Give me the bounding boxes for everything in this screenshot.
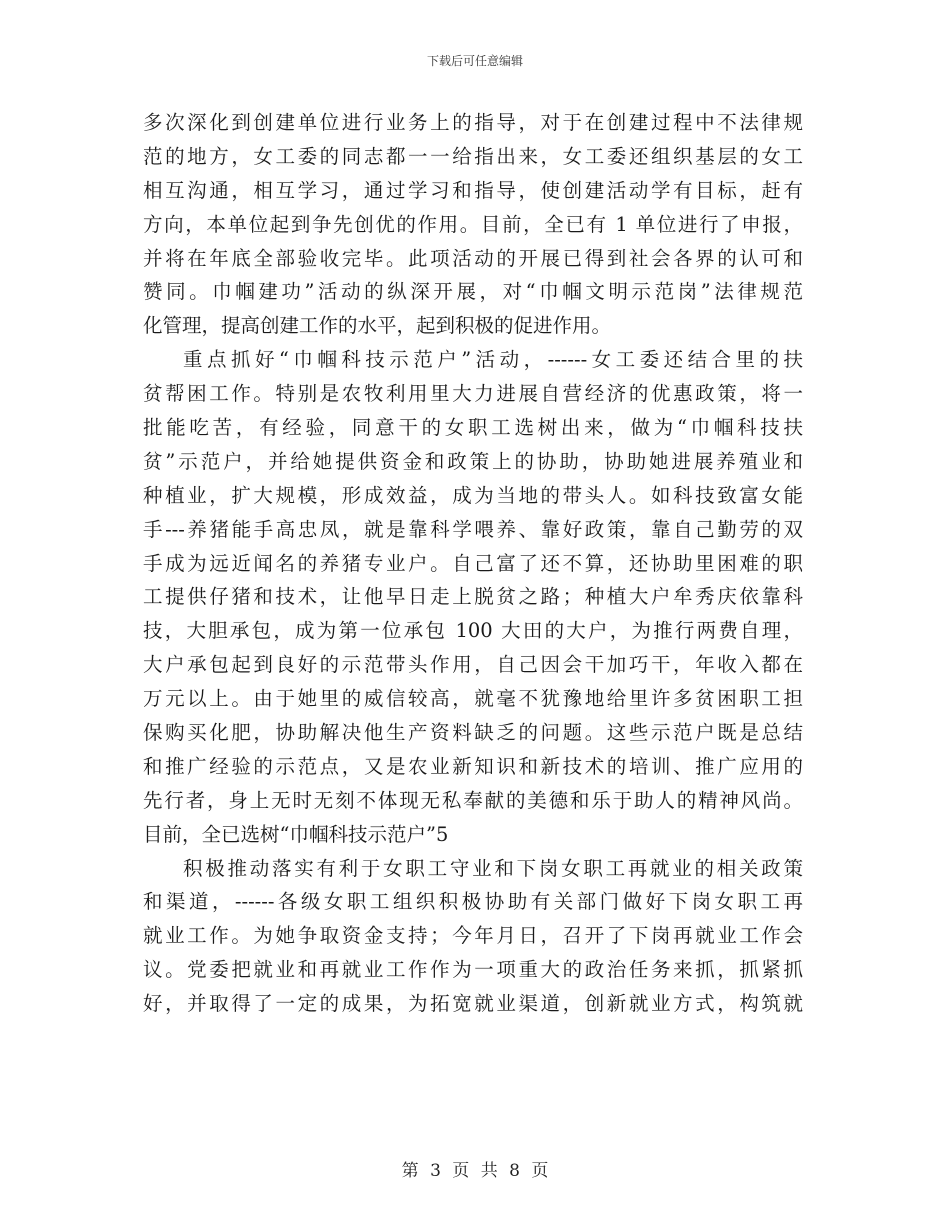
paragraph-line: 方向，本单位起到争先创优的作用。目前，全已有 1 单位进行了申报， bbox=[143, 212, 803, 236]
paragraph-line: 议。党委把就业和再就业工作作为一项重大的政治任务来抓，抓紧抓 bbox=[143, 958, 803, 982]
paragraph-line: 先行者，身上无时无刻不体现无私奉献的美德和乐于助人的精神风尚。 bbox=[143, 788, 803, 812]
paragraph bbox=[143, 343, 803, 851]
paragraph-line: 手---养猪能手高忠凤，就是靠科学喂养、靠好政策，靠自己勤劳的双 bbox=[143, 517, 803, 541]
paragraph-line: 手成为远近闻名的养猪专业户。自己富了还不算，还协助里困难的职 bbox=[143, 551, 803, 575]
paragraph-line: 相互沟通，相互学习，通过学习和指导，使创建活动学有目标，赶有 bbox=[143, 178, 803, 202]
paragraph bbox=[143, 852, 803, 1021]
paragraph-line: 技，大胆承包，成为第一位承包 100 大田的大户，为推行两费自理， bbox=[143, 619, 803, 643]
paragraph-line: 范的地方，女工委的同志都一一给指出来，女工委还组织基层的女工 bbox=[143, 144, 803, 168]
paragraph-line: 积极推动落实有利于女职工守业和下岗女职工再就业的相关政策 bbox=[183, 856, 803, 880]
paragraph-line: 保购买化肥，协助解决他生产资料缺乏的问题。这些示范户既是总结 bbox=[143, 721, 803, 745]
paragraph-line: 和推广经验的示范点，又是农业新知识和新技术的培训、推广应用的 bbox=[143, 754, 803, 778]
paragraph-line: 贫帮困工作。特别是农牧利用里大力进展自营经济的优惠政策，将一 bbox=[143, 382, 803, 406]
document-body bbox=[143, 106, 803, 1021]
paragraph bbox=[143, 106, 803, 343]
paragraph-line: 大户承包起到良好的示范带头作用，自己因会干加巧干，年收入都在 bbox=[143, 653, 803, 677]
paragraph-line: 多次深化到创建单位进行业务上的指导，对于在创建过程中不法律规 bbox=[143, 111, 803, 134]
paragraph-line: 目前，全已选树“巾帼科技示范户”5 bbox=[143, 822, 449, 846]
paragraph-line: 并将在年底全部验收完毕。此项活动的开展已得到社会各界的认可和 bbox=[143, 246, 803, 270]
paragraph-line: 化管理，提高创建工作的水平，起到积极的促进作用。 bbox=[143, 314, 612, 338]
paragraph-line: 就业工作。为她争取资金支持；今年月日，召开了下岗再就业工作会 bbox=[143, 924, 803, 948]
paragraph-line: 赞同。巾帼建功”活动的纵深开展，对“巾帼文明示范岗”法律规范 bbox=[143, 280, 803, 304]
paragraph-line: 贫”示范户，并给她提供资金和政策上的协助，协助她进展养殖业和 bbox=[143, 449, 803, 473]
paragraph-line: 工提供仔猪和技术，让他早日走上脱贫之路；种植大户牟秀庆依靠科 bbox=[143, 585, 803, 609]
paragraph-line: 重点抓好“巾帼科技示范户”活动，------女工委还结合里的扶 bbox=[183, 348, 803, 372]
paragraph-line: 万元以上。由于她里的威信较高，就毫不犹豫地给里许多贫困职工担 bbox=[143, 687, 803, 711]
paragraph-line: 批能吃苦，有经验，同意干的女职工选树出来，做为“巾帼科技扶 bbox=[143, 416, 803, 440]
paragraph-line: 种植业，扩大规模，形成效益，成为当地的带头人。如科技致富女能 bbox=[143, 483, 803, 507]
paragraph-line: 和渠道，------各级女职工组织积极协助有关部门做好下岗女职工再 bbox=[143, 890, 803, 914]
page-number-footer: 第 3 页 共 8 页 bbox=[401, 1161, 549, 1181]
page-header: 下载后可任意编辑 bbox=[426, 54, 523, 68]
paragraph-line: 好，并取得了一定的成果，为拓宽就业渠道，创新就业方式，构筑就 bbox=[143, 992, 803, 1016]
